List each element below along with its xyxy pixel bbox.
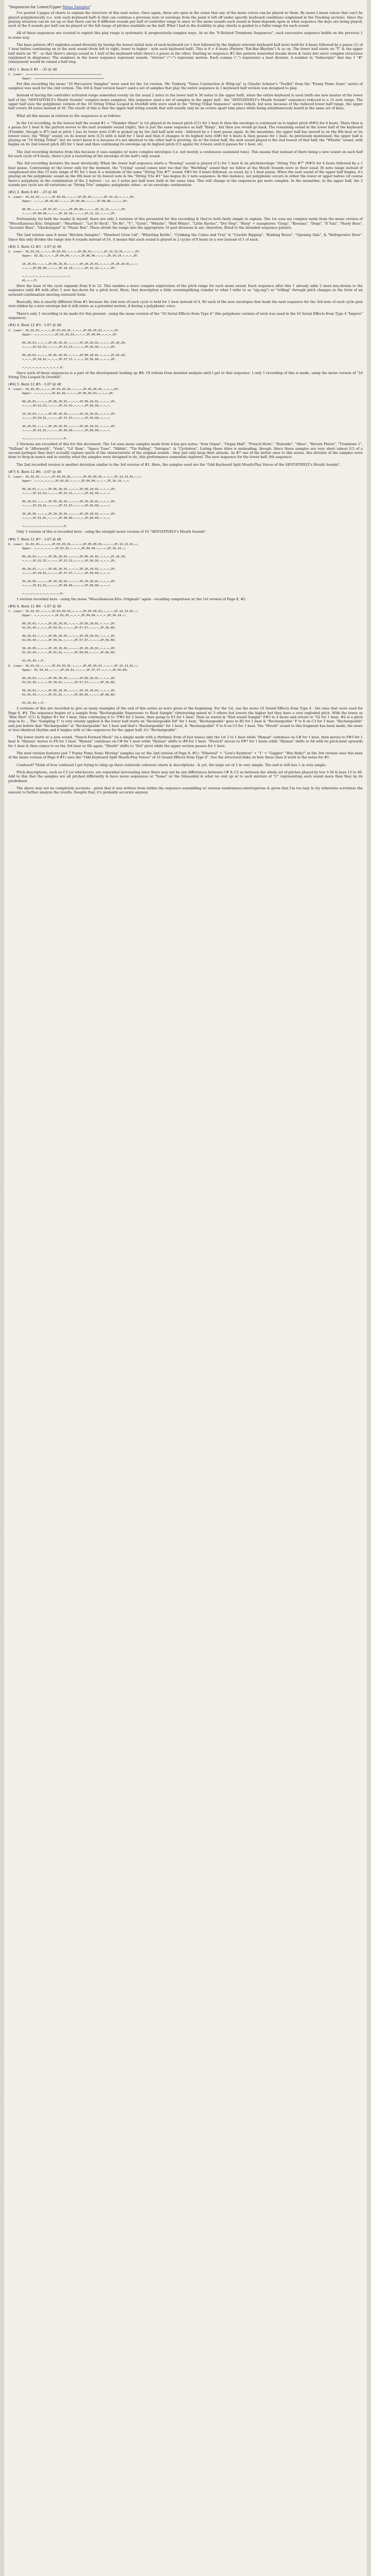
recording-label: (#4) 3. Born 12 #3 - 1:07 @ 48 — [8, 244, 61, 249]
sequence-line: 61,54,43,→,→,→,2P,59,61,→,→,→,2P,57,57,→,→,→,2P,56,60; — [8, 639, 116, 642]
sequence-line: 1. Lower: 01,01,01,→,→,→,2P,03,01,→,→,→,2P,05,01,→,→,→,2P,13,13,→,→,→,2P; — [8, 196, 135, 199]
sequence-line: 34,20,05,→,→,→,2P,20,20,01,→,→,→,2P,20,20,01,→,→,→,2P; — [8, 647, 116, 651]
sequence-line: →,→,→,2P,59,61,→,→,→,2P,57,57,→,→,→,2P,56,60,→,→,→; — [8, 504, 111, 508]
paragraph: The 2nd recording deviates from this because it uses samples w/ more complex envelopes (i.e. not merely a continuous sustained tone). This means that instead of there being a new sound on each half for each cycle of 8 beats, there's just a restarting of the envelope of the half's only sound. — [8, 149, 363, 159]
sequence-line: 5. Lower: 01,01,01,→,→,→,2P,03,03,01,→,→,→,2P,05,05,01,→,→,→,2P,13,13,01,→,→; — [8, 476, 142, 479]
paragraph: 2 versions of this are recorded to give as many examples of the end of this series as were given at the beginning. For the 1st, use the mono 16 Sound Effects from Type 4 - the ones that were used for Page 8, #4. The sequence begins w/ a sample from "Rechargeable Supersonic to Rock Sample" (interesting mixed w/ 3 others but lowers the higher but they have a very exploded pitch. With the lower as "Rim Shot" (C1) & higher B+ for 1 beat, then continuing it to "F#3 for 2 beats, then going to F2 for 1 beat. Then as stated in "End sound Sample" F#3 to 4 beats and return to "S2 for 1 beat. #2 is a pitch step in it) ... The "Sampling 1" is very cleanly applied & the lower half starts on "Rechargeable Dd" for 1 beat, "Rechargeable" goes to B2 for 1 beat & "Rechargeable" F to 8 on C3 for 1 beat. "Rechargeable" and just before that "Rechargeable" at "Rechargeable" for 1 beat and that's "Rechargeable" for 1 beat, & "Rechargeable" F to 8 on C3 for 1 beat. The "Mouth" sound to this fragment has been made, the more or less identical rhythm and it begins with w/ the sequences for the upper half, it's "Rechargeable". — [8, 706, 363, 732]
sequence-line: 09,20,01,→,→,→,2P,05,20,01,→,→,→,2P,20,20,01,→,→,→,2P; — [8, 689, 116, 693]
recording-label: (#6) 5. Born 12 #5 - 1:07 @ 48 — [8, 382, 61, 387]
sequence-line: Upper: →,→,→,2P,02,02,→,→,→,2P,04,04,→,→,→,2P,06,06,→,→,→,2P; — [8, 200, 128, 204]
sequence-line — [8, 408, 363, 412]
recording-label: (#2) 2. Born 8 #2 - :25 @ 48 — [8, 190, 57, 195]
paragraph: The base pattern (#1) explodes sound diversity by having the lowest initial note of each keyboard (or 1 foot followed by the highest relevant keyboard half note) held for 4 beats followed by a pause (1) of 1 beat before continuing on to the next sound (from left to right, lower to higher - w/in each keyboard half). This is 8 × 8 beats (Pattern "Ext-Bar Rhythm") & so on. The lower half starts on "T" & the upper half starts on "8" - so that there's always sound in 1 half of the keyboard while there's a pause in the other. Starting w/ sequence #2 this pattern somewhat breaks down & turns into more complex structures (explained in diagrams). The numbers in the lower sequence represent sounds. "Arrows" ("→") represent motion. Each comma (",") represents a beat division. A number in "Subscripts" that has 1 "#" (sharpened) would be raised a half step. — [8, 43, 363, 64]
paragraph: Instead of having the controller activated range somewhat evenly (in the usual 2 notes to the lower half & 36 notes to the upper half), when the entire keyboard is used (with one new master of the lower half of the "SENTATIVELY's Mouth Sounds" complex mono samples), this sequence used a set of samples in the upper half - the "SENTATIVELY's Mouth Sounds" sequence) reduced to a 15 note range. The upper half uses the polyphonic version of the 16 String Tribal Looped in Overkill with were used in the "String Tribal Sequence" series (which, but now, because of the reduced lower half range, the upper half covers 48 notes instead of 36. The result of this is that the upper half string sounds that will usually only be an octave apart take place while being simultaneously heard in the same set of keys. — [8, 93, 363, 111]
paragraph: The 2nd version uses 8 mono "Kitchen Samples": "Pinwheel Grow Lid", "Whistling Kettle", "Crinking the Cubes and Tray" & "Crackle Ripping", "Kinking Roses", "Opening Sale", & "Refrigerator Door". Since this only divides the range into 8 sounds instead of 16, it means that each sound is played in 2 cycles of 8 beats in a row instead of 1 of each. — [8, 233, 363, 242]
sequence-line: 7. Lower: 01,01,01,→,→,→,2P,03,03,01,→,→,→,2P,05,05,01,→,→,→,2P,13,13,01,→; — [8, 610, 139, 614]
sequence-line: Upper: 02,02,→,→,→,2P,04,04,→,→,→,2P,06,06,→,→,→,2P,14,14,→,→,→,2P; — [8, 255, 139, 258]
sequence-line: 09,20,01,→,→,→,2P,05,20,01,→,→,→,2P,20,20,01,→,→,→,2P; — [8, 500, 116, 504]
sequence-line: →,→,→,→,→,→,→,→,→,→,→,P; — [8, 366, 64, 369]
sequence-line — [8, 483, 363, 487]
sequence-line — [8, 520, 363, 524]
paragraph: 2 Versions are recorded of this for this document. The 1st uses mono samples made from 4-key-pre notes: "Iron Organ", "Organ Hall", "French Horn", "Reinside", "Oboe", "Return Flutes", "Trombone 1", "Valliam" & "Aftermuth", "Viole", "Lil' Ram", "Space Tune", "Dibble", "Tin Falling", "Intrigue", & "Cyclotron". Listing these titles is misleading, though. Since these samples are very short (about 0.5 of a second perhaps) they don't actually capture much of the characteristic of the original sounds - they just only keep their attacks. As #7 one of the better ones to this series, this division of the samples were done to drop-in nonce and in overlay what the samples were designed to do, this performance somewhat explored. The new sequence for the lower half, 0th sequence. — [8, 442, 363, 460]
sequence-line — [8, 508, 363, 512]
sequence-block — [8, 73, 363, 81]
sequence-line: 61,54,43,→,→,→,2P,59,61,→,→,→,2P,57,57,→,→,→,2P,56,60; — [8, 626, 116, 630]
sequence-block — [8, 329, 363, 370]
sequence-line: 05,05,→,→,→,2P,07,07,→,→,→,2P,09,09,→,→,→,2P,11,11,→,→,→,2P; — [8, 208, 127, 212]
sequence-line: Upper: →→→→→→→→→→→→→→→→→→→→→→→→→→→→→→→→→→→→→→→→ — [8, 77, 104, 80]
sequence-line: →,→,→,2P,52,52,→,→,→,2P,51,51,→,→,→,2P,56,56,→,→,→; — [8, 404, 111, 408]
sequence-block — [8, 609, 363, 663]
paragraph: There's only 1 recording to be made for this present - using the mono version of the "16 Serial Effects from Type 4" (the polyphonic version of wich was used in the 16 Serial Effects from Type 4 "Improv" sequence). — [8, 311, 363, 320]
paragraph: The lower starts w/ a new sound, "Nanch Formed Mech" (in a simple mode with a rhythmic form of fast tones) only the 1st 2 to 1 beat while "Hyman" continues on C# for 1 beat, then moves to F#3 for 1 beat & "Hyman" moves to F8 for 1 beat. "Hyman" continues on C# for 1 beat while "Hyman" shifts to #8 for 1 beat. "Stretch" moves to F#7 for 1 beats while "Hyman" shifts to A8 with its pitch-bent upwards for 1 beat & then comes to on the 3rd beat w/ Dh again. "Mouth" shifts to "Del" pivot while the upper section pauses for 1 beat. — [8, 735, 363, 748]
sequence-line: 2. Lower: 01,01,01,→,→,→,2P,03,03,→,→,→,2P,05,01,→,→,→,2P,13,13,01,→,→,→,2P; — [8, 250, 140, 254]
paragraph: For this recording the mono "16 Percussive Samples" were used for the 1st version. Mr. Tenberg "Tense Contraction & Whip-up" (a Claudio Scheier's "Toolkit" from the "Funny Pomo Sonic" series of samples) was used for the 2nd version. The 3rd & final version hasn't used a set of samples that play the entire sequence in 1 keyboard half version was designed to play. — [8, 81, 363, 91]
paragraph: The 3rd recording deviates the most drastically. When the lower half sequence starts a "Rowing" sound is played (C1) for 1 beat & its pitch/envelope "String Trio #7" (F#3) for 4 beats followed by a 1 beat pause. Contrasting w/ the lower only for the moment, the "Crying" sound comes next too that the "Warbling" sound that we follow at the Mouth Sounds were in their usual 36 note range instead of compressed into this 15 note range of B1 for 1 beat & a minimum of the same "String Trio #7" sound; F#3 for 4 beats followed, as usual, by a 1 beat pause. When the next sound of the upper half begins, it's playing on the polyphonic sound on the 8th beat w/ its lowest note & the "String Trio #1" has begun its 1 note sequence. In this instance, not polyphonic occurs in either the lower or upper halves (of course there's polyphony in the combination of the 2 halves) - i.e. no 2 notes per half were held at the same time. This will change in the sequences get more complex. In the meantime, in the upper half, the 2 sounds per cycle are all variations on "String Trio" samples: polyphonic when - w/ no envelope continuation. — [8, 161, 363, 187]
sequence-line — [8, 672, 363, 676]
paragraph: Since each of these sequences is a part of the development leading up #8, I'll refrain from detailed analysis until I get to that sequence. I only 1 recording of this is made, using the mono version of "16 String Trio Looped In Overkill". — [8, 370, 363, 379]
paragraph: 1 version recorded here - using the mono "Miscellaneous Kits: Originals" again - recalling comparison w/ the 1st version of Page 8, #2. — [16, 597, 247, 601]
paragraph: What all this means in relation to the sequences is as follows: — [16, 113, 122, 118]
sequence-line: Upper: →,→,→,→,→,→,2P,02,02,→,→,→,2P,04,04,→,→,→,2P,14,14,→; — [8, 547, 127, 550]
sequence-line: Upper: 61,54,43,→,→,→,2P,59,61,→,→,→,2P,57,57,→,→,→,2P,56,60; — [8, 669, 128, 672]
sequence-line — [8, 337, 363, 341]
sequence-block — [8, 387, 363, 441]
recording-label: (#2) 1. Born 8 #1 - :35 @ 48 — [8, 67, 57, 72]
sequence-line: Upper: →,→,→,→,→,→,2P,02,02,→,→,→,2P,04,04,→,→,→,2P,14,14,→; — [8, 614, 127, 618]
sequence-line: 16,20,01,→,→,→,2P,05,20,01,→,→,→,2P,20,20,01,→,→,→,2P; — [8, 413, 116, 416]
sequence-line: 4. Lower: 01,01,01,→,→,→,2P,03,03,01,→,→,→,2P,05,05,01,→,→,→,2P; — [8, 388, 120, 392]
recording-label: (#9) 8. Born 12 #8 - 1:07 @ 48 — [8, 604, 61, 609]
sequence-line: Upper: →,→,→,→,→,2P,02,02,→,→,→,2P,04,04,01,→,→,→,2P; — [8, 392, 114, 396]
sequence-line — [8, 349, 363, 353]
sequence-line — [8, 655, 363, 659]
paragraph: The next version features just 7 Funny Pomo Sonic Moving" samples (as w/ the 2nd version of Page 8, #1): "Ethereal" + "Lion's Eyebrow" + "1" + "Giggler" "Hey Baby!" at the 3rd version uses this base of the mono version of Page 8 #1) uses the "Odd Keyboard Split Mouth-Play Voices" of 16 Sound Effects from Type 4". See the structural links on how these lines if work in the notes for #1. — [8, 751, 363, 760]
sequence-line — [8, 618, 363, 622]
recording-label: (#4) 4. Born 12 #3 - 1:07 @ 48 — [8, 323, 61, 328]
sequence-line — [8, 204, 363, 208]
sequence-line: 09,20,01,→,→,→,2P,05,20,01,→,→,→,2P,09,20,01,→,→,→,2P,20,20; — [8, 555, 127, 558]
paragraph: I've posted 3 pages of charts to explain the structure of this next series. Once again, these are open in the sense that any of the mono voices can be played w/ them. By mono I mean voices that can't be played polyphonically (i.e. w/in each keyboard half) & that can continue a previous note or envelope from the point it left off under specific keyboard conditions (explained in the Tracking section). Since the playing situation can be set up so that there can be 8 different sounds per half of controller range & since w/ the mono sounds each sound in band depends upon in what sequence the keys are being played, each of the 8 sounds per half can be played w/ the full range of pitches available on the half. What I had in the livability to play chords is guided to a fuller range for each sound. — [8, 11, 363, 28]
sequence-line: 09,20,01,→,→,→,2P,05,20,01,→,→,→,2P,09,20,01,→,→,→,2P; — [8, 677, 116, 681]
sequence-line — [8, 697, 363, 701]
sequence-line: →,→,→,2P,52,52,→,→,→,2P,51,51,→,→,→,2P,56,56,→,→,→,2P; — [8, 559, 116, 563]
sequence-line: 34,20,05,→,→,→,2P,20,20,01,→,→,→,2P,20,20,01,→,→,→,2P; — [8, 425, 116, 429]
sequence-line — [8, 270, 363, 275]
sequence-line: →,→,→,→,→,→,→,→,→,→,→,→,→,→; — [8, 275, 71, 279]
sequence-line: 09,20,01,→,→,→,2P,05,20,01,→,→,→,2P,20,20,01,→,→,→,2P,20,20; — [8, 341, 127, 345]
sequence-line: A1,→,→,P; — [8, 279, 38, 283]
sequence-line: 16,20,01,→,→,→,2P,05,20,01,→,→,→,2P,20,20,01,→,→,→,2P,20,20,01,→,→; — [8, 263, 139, 266]
sequence-line: 09,20,01,→,→,→,2P,05,20,01,→,→,→,2P,09,20,01,→,→,→,2P,20,20; — [8, 353, 127, 357]
sequence-line: Upper: →,→,→,→,→,→,2P,02,02,→,→,→,2P,04,04,→,→,→,2P,14,14,→,→; — [8, 480, 130, 483]
sequence-line: 8. Lower: 01,01,01,→,→,→,2P,03,03,01,→,→,→,2P,05,05,01,→,→,→,2P,13,13,01,→; — [8, 665, 139, 668]
sequence-line: 34,20,05,→,→,→,2P,20,20,01,→,→,→,2P,20,20,01,→,→,→,2P; — [8, 513, 116, 516]
sequence-line — [8, 588, 363, 592]
sequence-line — [8, 685, 363, 689]
paragraph: Basically, this is exactly different from #1 because the 2nd note of each cycle is held for 1 beat instead of 4, W/ each of the new envelopes that leads the next sequence for the 3rd note of each cycle gets over-ridden by a new envelope but it still exists as a potential motion, if during a polyphonic voice. — [8, 300, 363, 309]
sequence-line: 61,54,43,→,→,→,2P,59,61,→,→,→,2P,57,57,→,→,→,2P,56,60; — [8, 681, 116, 685]
sequence-line: →,→,→,→,→,→,→,→,→,→,→,P; — [8, 592, 64, 596]
sequence-line: 09,20,01,→,→,→,2P,05,20,01,→,→,→,2P,20,20,01,→,→,→,2P; — [8, 567, 116, 571]
mono-samples-link[interactable]: Mono Samples — [62, 5, 90, 9]
recording-label: (#8) 7. Born 12 #7 - 1:07 @ 48 — [8, 537, 61, 541]
sequence-line: →,→,→,→,→,→,→,→,→,→,→,→,P; — [8, 525, 68, 529]
sequence-line: 3. Lower: 01,01,01,→,→,→,2P,03,03,01,→,→,→,2P,05,05,01,→,→,→,2P; — [8, 329, 120, 332]
sequence-line: →,→,→,2P,08,08,→,→,→,2P,10,10,→,→,→,2P,12,12,→,→,→,2P; — [8, 267, 116, 270]
sequence-line — [8, 496, 363, 500]
sequence-line — [8, 575, 363, 580]
paragraph: Confused? Think of how confused I get trying to whip up these relatively coherent charts & descriptions - & yet, the large set of 1 in very simple. The end is still less 1 in very simple. — [16, 762, 327, 767]
sequence-line: 61,54,43,→,P; — [8, 702, 45, 705]
sequence-line — [8, 630, 363, 634]
sequence-line: 61,54,43,→,→,→,2P,61,61,→,→,→,2P,60,60,→,→,→,2P,60,60; — [8, 651, 116, 655]
sequence-line: →,→,→,2P,59,61,→,→,→,2P,57,57,→,→,→,2P,56,60,→,→,→,2P; — [8, 358, 116, 361]
sequence-line — [8, 396, 363, 400]
paragraph: Here the base of the cycle expands from 8 to 12. This enables a more complex exploration of the pitch range for each mono sound. Each sequence after this 1 already adds 2 more key-downs to the sequence until #8 with after 1 new key-down for a pitch level. Here, that description a little oversimplifying (similar to what I refer to as "zig-zag") w/ "trilling" through pitch changes in the form of an outward continuation (moving outward) form. — [8, 284, 363, 297]
paragraph: The 2nd recorded version is another deviation similar to the 3rd version of #1. Here, the samples used are the "Odd Keyboard Split Mouth-Play Voices of the SENTATIVELY's Mouth Sounds". — [16, 462, 341, 467]
sequence-line: →,→,→,2P,61,61,→,→,→,2P,60,60,→,→,→,2P,60,60,→,→,→; — [8, 517, 111, 520]
sequence-line: 1. Lower: ̱→→→→→→→→→→→→→→→→→→→→→→→→→→→→→→→→→→→→→→→→→→→; — [8, 73, 102, 76]
sequence-line: →,→,→,2P,52,52,→,→,→,2P,51,51,→,→,→,2P,56,56,→,→,→; — [8, 492, 111, 496]
sequence-line: →,→,→,2P,08,08,→,→,→,2P,10,10,→,→,→,2P,12,12,→,→,→,2P; — [8, 212, 116, 216]
sequence-line: →,→,→,2P,59,61,→,→,→,2P,57,57,→,→,→,2P,56,60,→,→,→; — [8, 417, 111, 420]
sequence-line: 09,20,01,→,→,→,2P,05,20,01,→,→,→,2P,09,20,01,→,→,→,2P; — [8, 400, 116, 404]
page-title: "Sequences for Lower/Upper Mono Samples" — [8, 5, 91, 9]
sequence-line — [8, 433, 363, 437]
sequence-block — [8, 475, 363, 529]
sequence-line: →,→,→,2P,52,52,→,→,→,2P,51,51,→,→,→,2P,56,56,→,→,→,2P; — [8, 345, 116, 349]
sequence-block — [8, 664, 363, 705]
sequence-line: →,→,→,2P,61,61,→,→,→,2P,60,60,→,→,→,2P,60,60,→,→,→; — [8, 584, 111, 587]
sequence-line: 61,54,43,→,→,→,2P,61,61,→,→,→,2P,60,60,→,→,→,2P,60,60; — [8, 693, 116, 697]
sequence-line: →,→,→,→,→,→,→,→,→,→,→,→,P; — [8, 437, 68, 441]
paragraph: The above may not be completely accurate - given that it was written from within the sequence assembling w/ various randomness-interruptions & given that I'm too lazy to try otherwise scrutinize the amount to further analyze the results. Despite that, it's probably accurate anyway. — [8, 786, 363, 795]
paragraph: Only 1 version of this is recorded here - using the straight mono version of 16 "SENTATIVELY's Mouth Sounds". — [16, 530, 207, 534]
paragraph: Pitch descriptions, such as C2 (or whichever), are somewhat inrevealing since there may not be any differences between C# & C2 as between the whole set of pitches played by low 3-30 & keys 15 to 48. Add to this that the samples are all pitched differently & have mono sequences or "Some" w/ the Sinusoidal & what we end up w/ is such mixture of "C" representing each sound more than they by its predefined. — [8, 770, 363, 783]
sequence-line — [8, 642, 363, 647]
sequence-line — [8, 551, 363, 555]
paragraph: Fortunately, for both the reader & myself, there are only 2 versions of this presented for this recording & they're both fairly simple to explain. The 1st uses my complex mode from the mono version of "Miscellaneous Kits: Originals": "Heartbeat", "Lot Er Rock", "Do Re", "T-", "Gyrin", "Whistle", "Bird Whine", "Little Ravine", "Dry Step", "Harp" + sunspheres "Gong", "Kiwiana", "Dega", "E Taxi", "Nasty Bass", "Acoustic Bass", "Glockenspiel" & "Music Box". These divide the range into the appropriate 16 part divisions & are, therefore, fitted to the intended sequence pattern. — [8, 217, 363, 230]
sequence-line: 09,20,01,→,→,→,2P,05,20,01,→,→,→,2P,09,20,01,→,→,→,2P; — [8, 488, 116, 492]
sequence-block — [8, 250, 363, 283]
sequence-line: 6. Lower: 01,01,01,→,→,→,2P,03,03,01,→,→,→,2P,05,05,01,→,→,→,2P,13,13,01,→; — [8, 543, 139, 546]
sequence-line: Upper: →,→,→,→,→,→,2P,02,02,01,→,→,→,2P,04,04,→,→,→,2P; — [8, 333, 118, 336]
recording-label: (#7) 6. Born 12 #6 - 1:07 @ 48 — [8, 469, 61, 474]
document-page — [4, 0, 367, 2576]
sequence-line — [8, 362, 363, 366]
sequence-line: 34,20,05,→,→,→,2P,20,20,01,→,→,→,2P,20,20,01,→,→,→,2P; — [8, 580, 116, 583]
sequence-block — [8, 195, 363, 216]
paragraph: In the 1st recording, in the lowest half the sound #1 = "Thunder Sheet" is 1st played at its lowest pitch (C1) for 1 beat & then the envelope is continued on to higher pitch (F#2) for 4 beats. There then is a pause for 1 beat & the pattern moves to the next available sound (right), this is just the same sequence as half "Rings", but then you would go back. The remaining sound in the lower half of the keyboard (Tremble, though is #7) and at pitch 1 has its lower note (C#) is picked up by the 2nd half next note - followed by a 1 beat pause again. In the meantime, the upper half has moved to on the 8th beat w/ its lowest voice, the "Whip" sound, on its lowest note (C3) with is held for 1 beat and then it changes to its highest note (D#) for 4 beats & then pauses for 1 beat. As previously mentioned, the upper half is playing on "16 String Tribal", but we won't know it is because it's not identical to the other half is pivoting. As w/ the lower half, the next sound played is the 2nd lowest of that half, the "Whistle" sound, with begins on its 2nd lowest pitch (B3 for 1 beat and then continuing its envelope up its highest pitch (C5 again) for 4 beats until it pauses for 1 beat, etc. — [8, 121, 363, 147]
sequence-line: 09,20,01,→,→,→,2P,05,20,01,→,→,→,2P,09,20,01,→,→,→,2P; — [8, 622, 116, 626]
sequence-line: →,→,→,2P,61,61,→,→,→,2P,60,60,→,→,→,2P,60,60,→,→,→; — [8, 429, 111, 433]
sequence-line — [8, 420, 363, 425]
sequence-line: →,→,→,2P,59,61,→,→,→,2P,57,57,→,→,→,2P,56,60,→,→,→; — [8, 571, 111, 575]
sequence-line — [8, 258, 363, 262]
sequence-line: 61,54,43,→,P; — [8, 659, 45, 663]
sequence-line: 09,20,01,→,→,→,2P,05,20,01,→,→,→,2P,20,20,01,→,→,→,2P; — [8, 635, 116, 638]
sequence-line — [8, 563, 363, 567]
paragraph: All of these sequences are created to exploit this play range is systematic & progressively-complex ways. As w/ the "8 Related Trombone Sequences", each successive sequence builds on the previous 1 in some way. — [8, 31, 363, 40]
sequence-block — [8, 543, 363, 596]
